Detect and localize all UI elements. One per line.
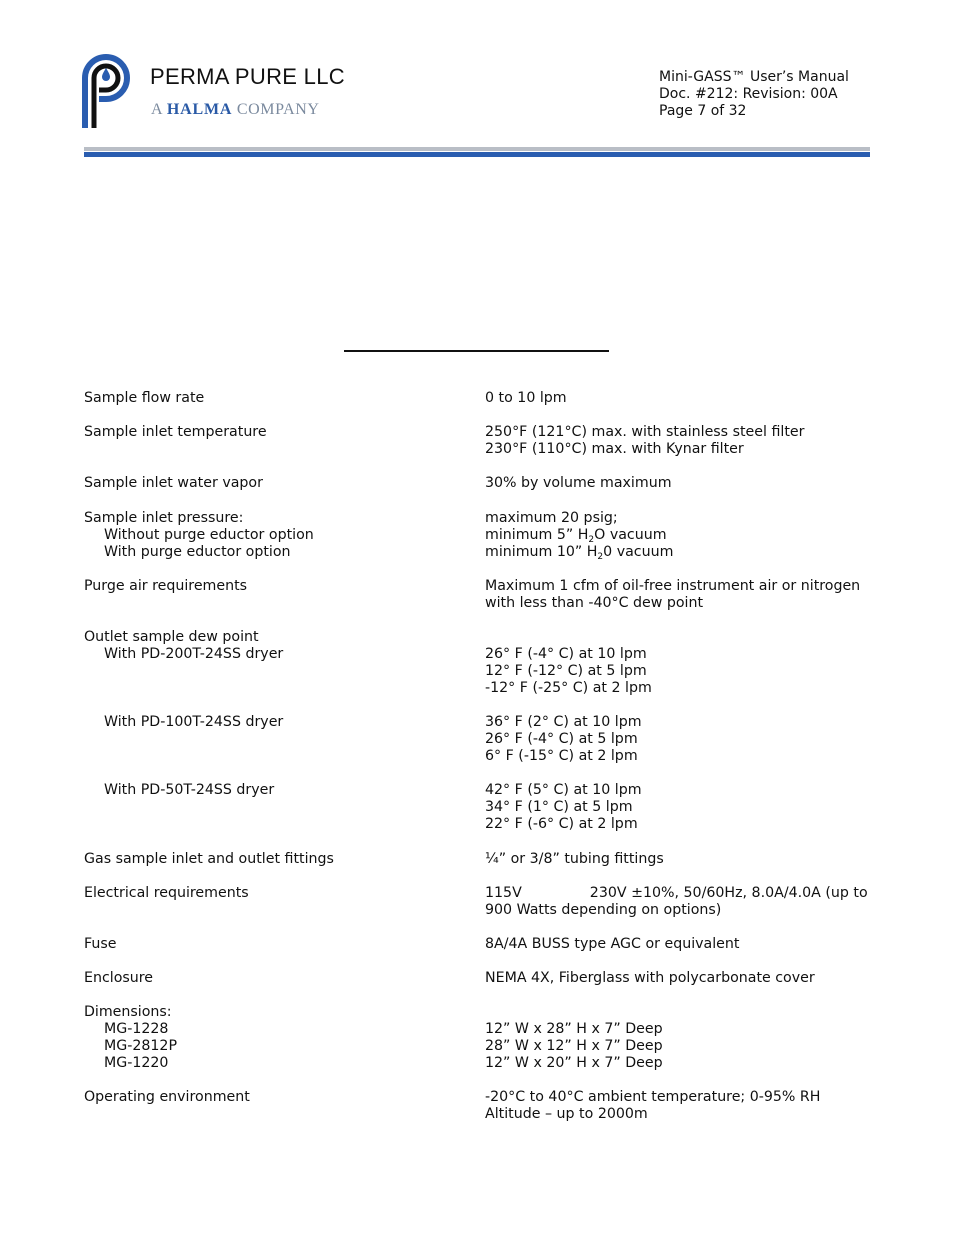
spec-sublabel: MG-1220	[104, 1055, 169, 1071]
value-text: O vacuum	[594, 527, 667, 543]
spec-value: 26° F (-4° C) at 5 lpm	[485, 731, 638, 747]
value-text: minimum 5” H	[485, 527, 589, 543]
spec-value	[485, 527, 875, 544]
spec-value: with less than -40°C dew point	[485, 595, 704, 611]
value-text: 115V	[485, 885, 522, 901]
spec-value: Altitude – up to 2000m	[485, 1106, 648, 1122]
spec-label: Sample inlet water vapor	[84, 475, 263, 491]
spec-value: 12” W x 28” H x 7” Deep	[485, 1021, 663, 1037]
doc-number: Doc. #212: Revision: 00A	[659, 86, 838, 102]
spec-label: Gas sample inlet and outlet fittings	[84, 851, 334, 867]
spec-value: 0 to 10 lpm	[485, 390, 567, 406]
spec-label: Purge air requirements	[84, 578, 248, 594]
spec-label: Fuse	[84, 936, 117, 952]
spec-value: 36° F (2° C) at 10 lpm	[485, 714, 642, 730]
spec-label: Sample flow rate	[84, 390, 205, 406]
spec-value: -20°C to 40°C ambient temperature; 0-95% RH	[485, 1089, 821, 1105]
spec-sublabel: MG-1228	[104, 1021, 169, 1037]
subscript: 2	[588, 535, 595, 545]
section-title-underline	[344, 350, 609, 352]
spec-sublabel: MG-2812P	[104, 1038, 178, 1054]
spec-label: Enclosure	[84, 970, 154, 986]
tagline-brand: HALMA	[166, 101, 233, 118]
spec-value: 22° F (-6° C) at 2 lpm	[485, 816, 638, 832]
spec-value: Maximum 1 cfm of oil-free instrument air or nitrogen	[485, 578, 861, 594]
spec-value: 900 Watts depending on options)	[485, 902, 722, 918]
spec-label: Sample inlet pressure:	[84, 510, 244, 526]
spec-label: Outlet sample dew point	[84, 629, 259, 645]
page-header	[0, 0, 954, 170]
page-number: Page 7 of 32	[659, 103, 747, 119]
spec-label: Electrical requirements	[84, 885, 249, 901]
spec-value: 230°F (110°C) max. with Kynar filter	[485, 441, 744, 457]
spec-value: 28” W x 12” H x 7” Deep	[485, 1038, 663, 1054]
spec-value: 6° F (-15° C) at 2 lpm	[485, 748, 638, 764]
spec-value: -12° F (-25° C) at 2 lpm	[485, 680, 652, 696]
spec-value	[485, 885, 875, 902]
company-name: PERMA PURE LLC	[150, 64, 345, 89]
spec-value: maximum 20 psig;	[485, 510, 618, 526]
spec-value: 12° F (-12° C) at 5 lpm	[485, 663, 647, 679]
spec-sublabel: With PD-50T-24SS dryer	[104, 782, 275, 798]
spec-value: 30% by volume maximum	[485, 475, 672, 491]
spec-value: 250°F (121°C) max. with stainless steel filter	[485, 424, 805, 440]
document-info	[659, 69, 849, 120]
spec-label: Operating environment	[84, 1089, 250, 1105]
spec-value: NEMA 4X, Fiberglass with polycarbonate cover	[485, 970, 815, 986]
spec-value	[485, 544, 875, 561]
spec-label: Sample inlet temperature	[84, 424, 267, 440]
spec-value: 8A/4A BUSS type AGC or equivalent	[485, 936, 740, 952]
value-text: 0 vacuum	[603, 544, 674, 560]
spec-label: Dimensions:	[84, 1004, 172, 1020]
spec-sublabel: With purge eductor option	[104, 544, 291, 560]
spec-value: 42° F (5° C) at 10 lpm	[485, 782, 642, 798]
spec-value: ¼” or 3/8” tubing fittings	[485, 851, 664, 867]
header-rule-blue	[84, 152, 870, 157]
spec-sublabel: With PD-100T-24SS dryer	[104, 714, 284, 730]
doc-title: Mini-GASS™ User’s Manual	[659, 69, 849, 85]
spec-sublabel: With PD-200T-24SS dryer	[104, 646, 284, 662]
spec-value: 26° F (-4° C) at 10 lpm	[485, 646, 647, 662]
value-text: 230V ±10%, 50/60Hz, 8.0A/4.0A (up to	[589, 885, 868, 901]
subscript: 2	[597, 552, 604, 562]
tagline-suffix: COMPANY	[236, 101, 320, 118]
perma-pure-logo-icon	[82, 54, 134, 130]
spec-value: 34° F (1° C) at 5 lpm	[485, 799, 633, 815]
spec-value: 12” W x 20” H x 7” Deep	[485, 1055, 663, 1071]
spec-sublabel: Without purge eductor option	[104, 527, 314, 543]
value-text: minimum 10” H	[485, 544, 598, 560]
header-rule-gray	[84, 147, 870, 151]
tagline-prefix: A	[151, 101, 163, 118]
company-tagline	[151, 101, 320, 119]
